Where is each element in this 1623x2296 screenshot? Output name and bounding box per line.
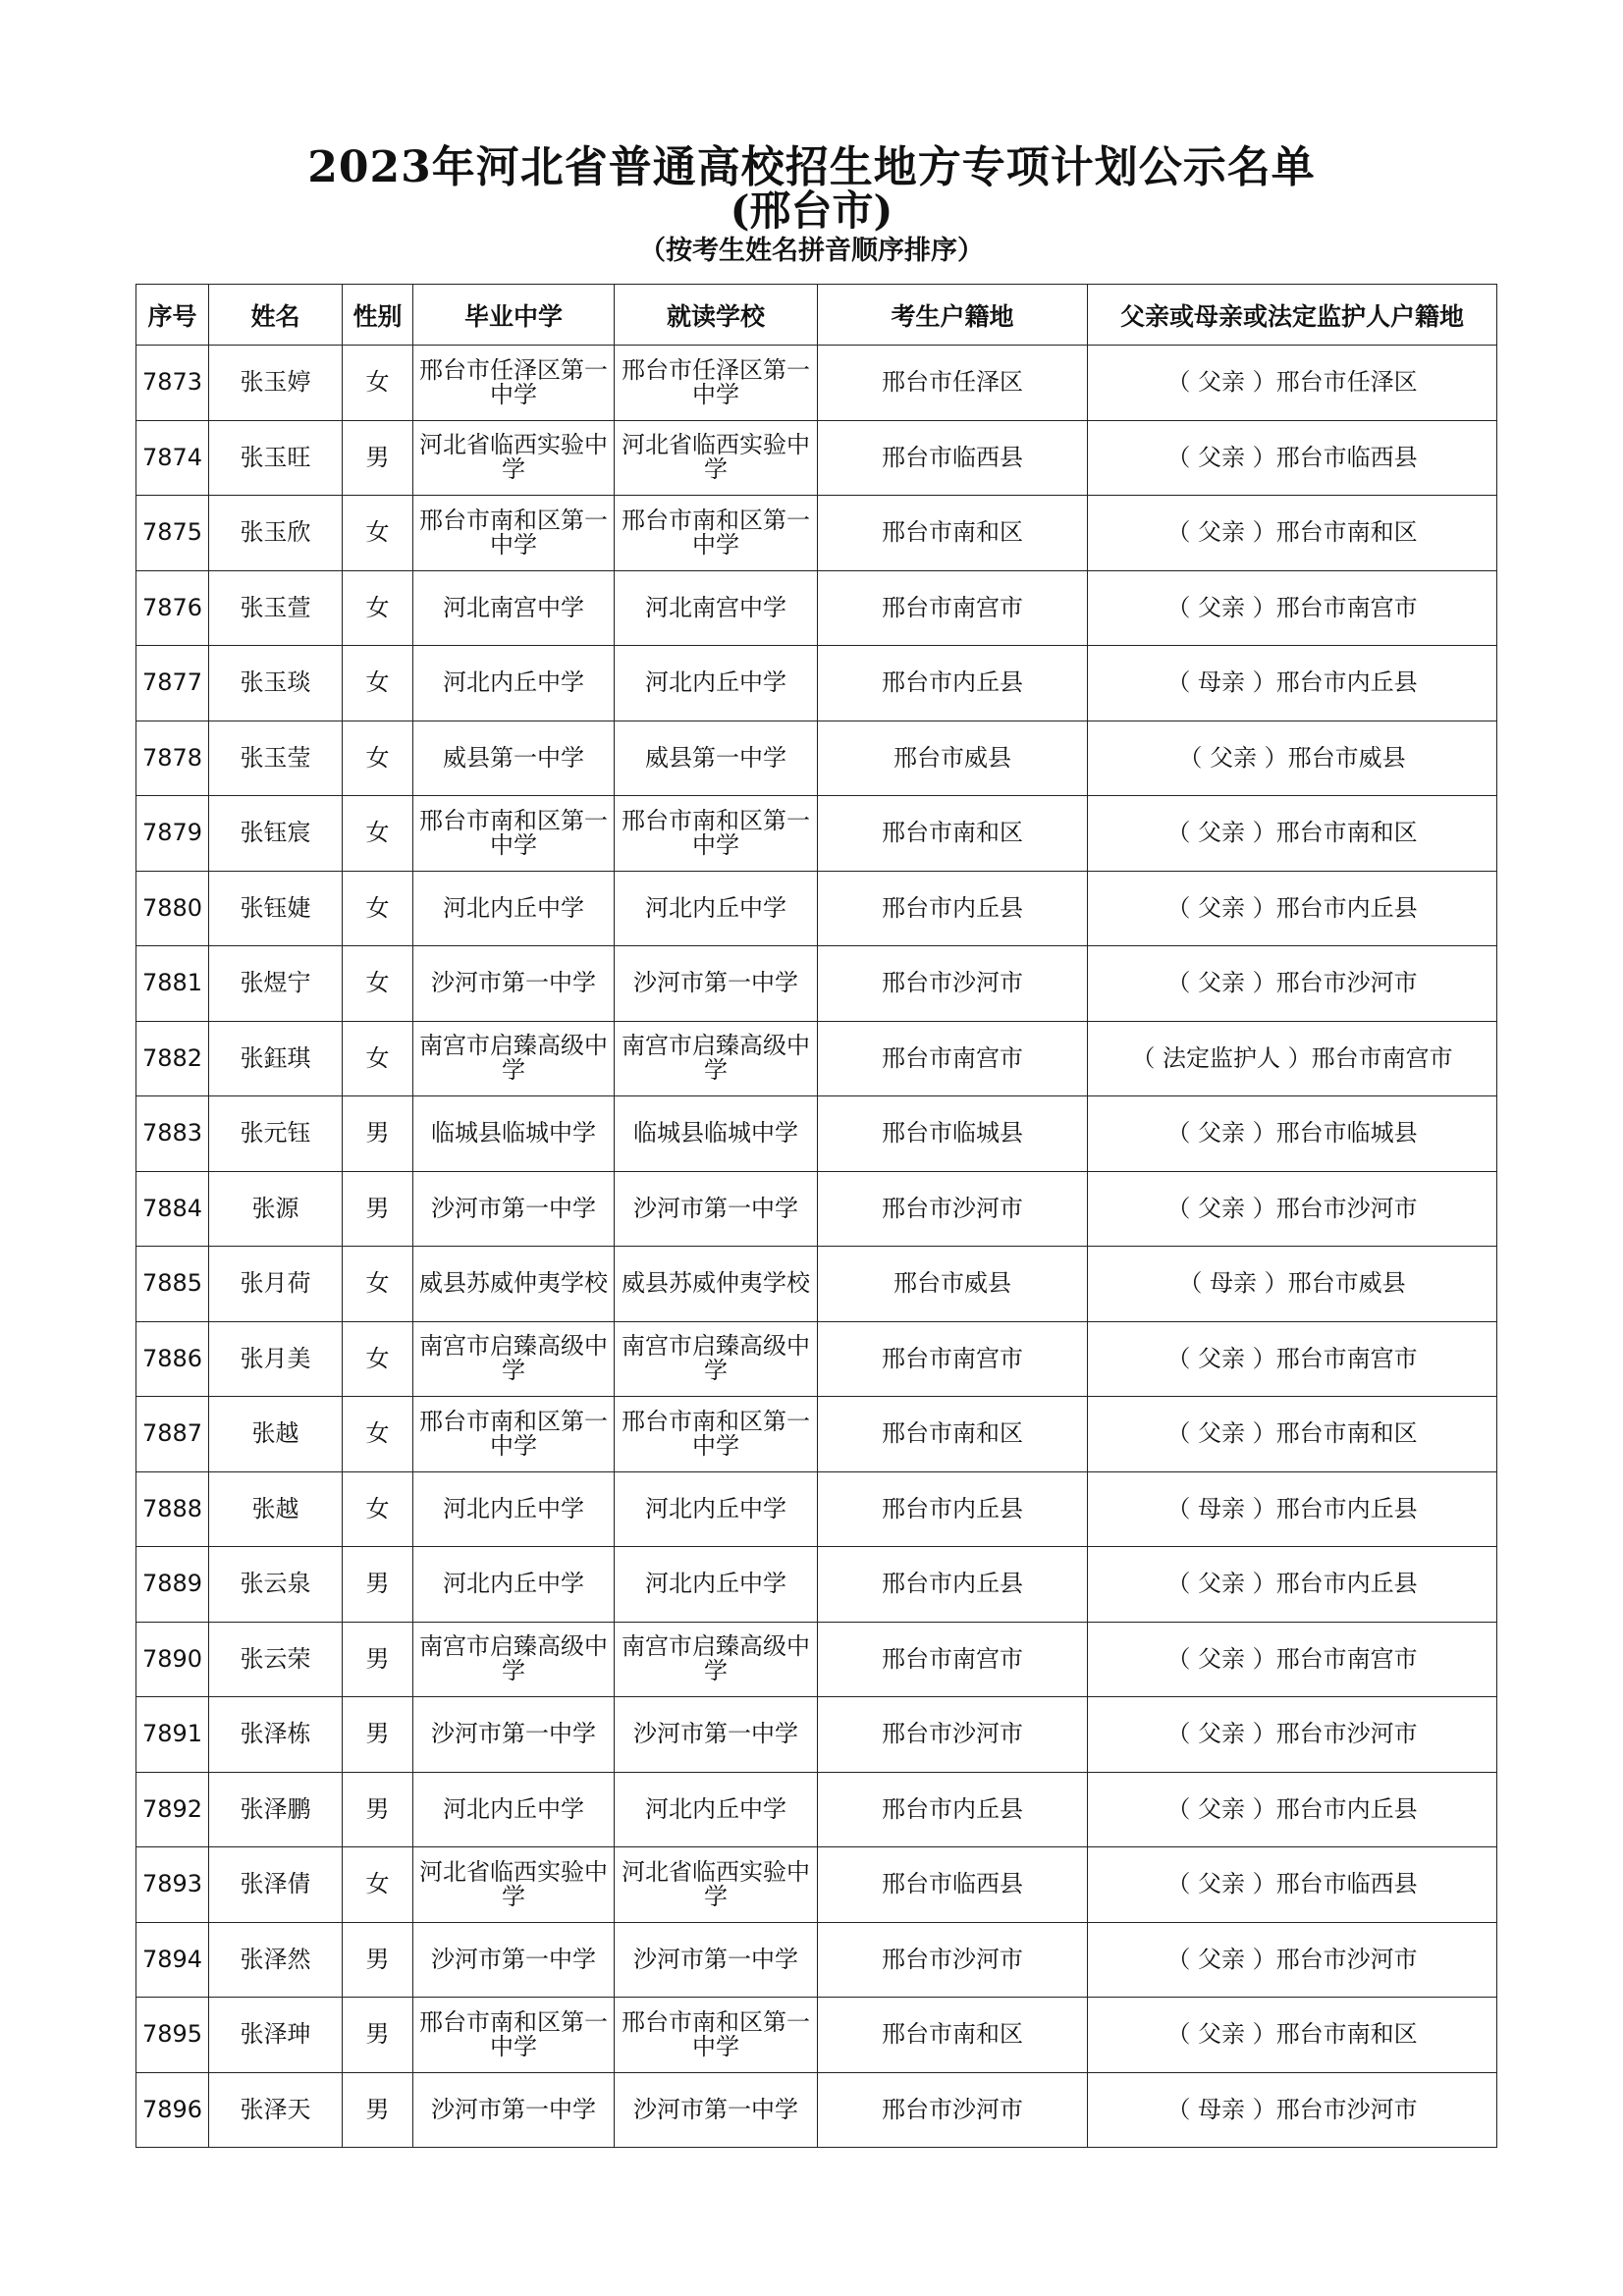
cell-residence: 邢台市内丘县 — [818, 1547, 1088, 1623]
cell-current-school: 河北内丘中学 — [615, 871, 818, 946]
header-grad-school: 毕业中学 — [413, 285, 615, 346]
cell-guardian-residence: （ 父亲 ）邢台市威县 — [1088, 721, 1497, 796]
cell-current-school: 沙河市第一中学 — [615, 1922, 818, 1998]
cell-residence: 邢台市沙河市 — [818, 1922, 1088, 1998]
cell-name: 张玉欣 — [209, 496, 343, 571]
cell-grad-school: 河北内丘中学 — [413, 1547, 615, 1623]
cell-grad-school: 南宫市启臻高级中学 — [413, 1321, 615, 1397]
cell-guardian-residence: （ 父亲 ）邢台市南宫市 — [1088, 570, 1497, 646]
cell-name: 张玉旺 — [209, 420, 343, 496]
table-row — [136, 2072, 1497, 2148]
cell-residence: 邢台市沙河市 — [818, 1697, 1088, 1773]
cell-residence: 邢台市临西县 — [818, 420, 1088, 496]
cell-residence: 邢台市任泽区 — [818, 346, 1088, 421]
table-row — [136, 721, 1497, 796]
cell-name: 张泽栋 — [209, 1697, 343, 1773]
header-gender: 性别 — [343, 285, 413, 346]
cell-name: 张云荣 — [209, 1622, 343, 1697]
cell-residence: 邢台市沙河市 — [818, 2072, 1088, 2148]
roster-table — [135, 284, 1497, 2148]
cell-seq: 7889 — [136, 1547, 209, 1623]
cell-gender: 男 — [343, 1772, 413, 1847]
cell-gender: 女 — [343, 1321, 413, 1397]
cell-gender: 女 — [343, 946, 413, 1022]
table-row — [136, 1397, 1497, 1472]
cell-seq: 7896 — [136, 2072, 209, 2148]
cell-gender: 女 — [343, 1021, 413, 1096]
cell-name: 张越 — [209, 1397, 343, 1472]
cell-gender: 男 — [343, 1096, 413, 1172]
table-row — [136, 1622, 1497, 1697]
cell-current-school: 河北内丘中学 — [615, 1772, 818, 1847]
cell-grad-school: 临城县临城中学 — [413, 1096, 615, 1172]
cell-guardian-residence: （ 父亲 ）邢台市南宫市 — [1088, 1321, 1497, 1397]
cell-name: 张钰婕 — [209, 871, 343, 946]
cell-seq: 7876 — [136, 570, 209, 646]
cell-guardian-residence: （ 父亲 ）邢台市沙河市 — [1088, 946, 1497, 1022]
cell-grad-school: 河北内丘中学 — [413, 646, 615, 721]
cell-residence: 邢台市南和区 — [818, 1397, 1088, 1472]
cell-current-school: 沙河市第一中学 — [615, 1171, 818, 1247]
table-row — [136, 496, 1497, 571]
cell-gender: 女 — [343, 871, 413, 946]
table-row — [136, 1772, 1497, 1847]
cell-seq: 7873 — [136, 346, 209, 421]
table-row — [136, 646, 1497, 721]
cell-residence: 邢台市南和区 — [818, 796, 1088, 872]
cell-name: 张玉萱 — [209, 570, 343, 646]
cell-seq: 7892 — [136, 1772, 209, 1847]
table-row — [136, 1321, 1497, 1397]
cell-seq: 7881 — [136, 946, 209, 1022]
cell-current-school: 南宫市启臻高级中学 — [615, 1622, 818, 1697]
table-row — [136, 1697, 1497, 1773]
cell-current-school: 河北内丘中学 — [615, 1547, 818, 1623]
header-name: 姓名 — [209, 285, 343, 346]
document-subtitle: (邢台市) — [730, 187, 893, 235]
roster-body — [136, 346, 1497, 2148]
cell-current-school: 沙河市第一中学 — [615, 946, 818, 1022]
cell-gender: 女 — [343, 1247, 413, 1322]
cell-name: 张月美 — [209, 1321, 343, 1397]
cell-gender: 女 — [343, 721, 413, 796]
cell-gender: 女 — [343, 1471, 413, 1547]
cell-grad-school: 南宫市启臻高级中学 — [413, 1622, 615, 1697]
cell-current-school: 邢台市南和区第一中学 — [615, 1397, 818, 1472]
cell-current-school: 河北省临西实验中学 — [615, 420, 818, 496]
header-guardian-residence: 父亲或母亲或法定监护人户籍地 — [1088, 285, 1497, 346]
cell-gender: 女 — [343, 346, 413, 421]
cell-residence: 邢台市临西县 — [818, 1847, 1088, 1923]
cell-guardian-residence: （ 父亲 ）邢台市临城县 — [1088, 1096, 1497, 1172]
cell-current-school: 临城县临城中学 — [615, 1096, 818, 1172]
cell-name: 张云泉 — [209, 1547, 343, 1623]
cell-name: 张煜宁 — [209, 946, 343, 1022]
cell-guardian-residence: （ 母亲 ）邢台市威县 — [1088, 1247, 1497, 1322]
cell-grad-school: 沙河市第一中学 — [413, 1922, 615, 1998]
table-row — [136, 871, 1497, 946]
table-row — [136, 420, 1497, 496]
cell-name: 张玉婷 — [209, 346, 343, 421]
cell-seq: 7888 — [136, 1471, 209, 1547]
cell-guardian-residence: （ 父亲 ）邢台市南和区 — [1088, 1998, 1497, 2073]
cell-residence: 邢台市南和区 — [818, 1998, 1088, 2073]
cell-seq: 7893 — [136, 1847, 209, 1923]
cell-gender: 女 — [343, 1397, 413, 1472]
cell-gender: 男 — [343, 2072, 413, 2148]
cell-guardian-residence: （ 父亲 ）邢台市内丘县 — [1088, 871, 1497, 946]
cell-guardian-residence: （ 父亲 ）邢台市沙河市 — [1088, 1171, 1497, 1247]
cell-grad-school: 沙河市第一中学 — [413, 1171, 615, 1247]
cell-guardian-residence: （ 父亲 ）邢台市任泽区 — [1088, 346, 1497, 421]
cell-grad-school: 河北内丘中学 — [413, 1772, 615, 1847]
cell-grad-school: 河北省临西实验中学 — [413, 1847, 615, 1923]
cell-gender: 男 — [343, 1998, 413, 2073]
cell-gender: 男 — [343, 1622, 413, 1697]
cell-residence: 邢台市临城县 — [818, 1096, 1088, 1172]
cell-residence: 邢台市内丘县 — [818, 1772, 1088, 1847]
cell-residence: 邢台市内丘县 — [818, 646, 1088, 721]
table-row — [136, 1247, 1497, 1322]
cell-seq: 7879 — [136, 796, 209, 872]
cell-grad-school: 邢台市南和区第一中学 — [413, 496, 615, 571]
cell-grad-school: 威县第一中学 — [413, 721, 615, 796]
cell-grad-school: 沙河市第一中学 — [413, 1697, 615, 1773]
cell-grad-school: 沙河市第一中学 — [413, 946, 615, 1022]
table-row — [136, 796, 1497, 872]
table-row — [136, 1922, 1497, 1998]
cell-current-school: 沙河市第一中学 — [615, 1697, 818, 1773]
cell-current-school: 河北南宫中学 — [615, 570, 818, 646]
cell-current-school: 邢台市任泽区第一中学 — [615, 346, 818, 421]
cell-seq: 7874 — [136, 420, 209, 496]
cell-grad-school: 威县苏威仲夷学校 — [413, 1247, 615, 1322]
cell-guardian-residence: （ 母亲 ）邢台市沙河市 — [1088, 2072, 1497, 2148]
cell-grad-school: 沙河市第一中学 — [413, 2072, 615, 2148]
cell-residence: 邢台市南宫市 — [818, 570, 1088, 646]
cell-seq: 7880 — [136, 871, 209, 946]
cell-gender: 男 — [343, 1697, 413, 1773]
table-row — [136, 1096, 1497, 1172]
cell-guardian-residence: （ 父亲 ）邢台市内丘县 — [1088, 1547, 1497, 1623]
cell-gender: 男 — [343, 1547, 413, 1623]
cell-current-school: 威县苏威仲夷学校 — [615, 1247, 818, 1322]
cell-name: 张泽珅 — [209, 1998, 343, 2073]
cell-guardian-residence: （ 父亲 ）邢台市沙河市 — [1088, 1697, 1497, 1773]
cell-seq: 7875 — [136, 496, 209, 571]
cell-residence: 邢台市南宫市 — [818, 1321, 1088, 1397]
cell-residence: 邢台市南宫市 — [818, 1622, 1088, 1697]
table-row — [136, 1847, 1497, 1923]
cell-gender: 女 — [343, 1847, 413, 1923]
cell-current-school: 河北省临西实验中学 — [615, 1847, 818, 1923]
cell-name: 张元钰 — [209, 1096, 343, 1172]
cell-seq: 7890 — [136, 1622, 209, 1697]
cell-current-school: 河北内丘中学 — [615, 646, 818, 721]
cell-current-school: 沙河市第一中学 — [615, 2072, 818, 2148]
cell-grad-school: 河北南宫中学 — [413, 570, 615, 646]
cell-guardian-residence: （ 父亲 ）邢台市南宫市 — [1088, 1622, 1497, 1697]
cell-guardian-residence: （ 父亲 ）邢台市临西县 — [1088, 1847, 1497, 1923]
cell-grad-school: 河北内丘中学 — [413, 1471, 615, 1547]
cell-name: 张月荷 — [209, 1247, 343, 1322]
cell-guardian-residence: （ 父亲 ）邢台市沙河市 — [1088, 1922, 1497, 1998]
table-row — [136, 570, 1497, 646]
cell-current-school: 威县第一中学 — [615, 721, 818, 796]
cell-guardian-residence: （ 母亲 ）邢台市内丘县 — [1088, 1471, 1497, 1547]
cell-residence: 邢台市沙河市 — [818, 1171, 1088, 1247]
cell-gender: 女 — [343, 646, 413, 721]
cell-seq: 7894 — [136, 1922, 209, 1998]
cell-gender: 女 — [343, 496, 413, 571]
cell-current-school: 南宫市启臻高级中学 — [615, 1021, 818, 1096]
cell-name: 张泽倩 — [209, 1847, 343, 1923]
cell-grad-school: 邢台市南和区第一中学 — [413, 1397, 615, 1472]
cell-grad-school: 河北省临西实验中学 — [413, 420, 615, 496]
cell-guardian-residence: （ 父亲 ）邢台市南和区 — [1088, 1397, 1497, 1472]
cell-gender: 男 — [343, 1171, 413, 1247]
cell-residence: 邢台市威县 — [818, 1247, 1088, 1322]
cell-grad-school: 南宫市启臻高级中学 — [413, 1021, 615, 1096]
cell-current-school: 邢台市南和区第一中学 — [615, 1998, 818, 2073]
cell-guardian-residence: （ 父亲 ）邢台市临西县 — [1088, 420, 1497, 496]
cell-seq: 7885 — [136, 1247, 209, 1322]
cell-residence: 邢台市威县 — [818, 721, 1088, 796]
cell-seq: 7891 — [136, 1697, 209, 1773]
cell-seq: 7884 — [136, 1171, 209, 1247]
table-row — [136, 1471, 1497, 1547]
table-row — [136, 1547, 1497, 1623]
table-row — [136, 1171, 1497, 1247]
cell-seq: 7877 — [136, 646, 209, 721]
cell-current-school: 河北内丘中学 — [615, 1471, 818, 1547]
header-seq: 序号 — [136, 285, 209, 346]
table-row — [136, 946, 1497, 1022]
cell-name: 张泽鹏 — [209, 1772, 343, 1847]
cell-gender: 女 — [343, 796, 413, 872]
cell-residence: 邢台市沙河市 — [818, 946, 1088, 1022]
cell-seq: 7883 — [136, 1096, 209, 1172]
cell-seq: 7895 — [136, 1998, 209, 2073]
cell-current-school: 邢台市南和区第一中学 — [615, 796, 818, 872]
cell-name: 张玉莹 — [209, 721, 343, 796]
cell-residence: 邢台市南和区 — [818, 496, 1088, 571]
cell-seq: 7886 — [136, 1321, 209, 1397]
cell-seq: 7882 — [136, 1021, 209, 1096]
cell-name: 张玉琰 — [209, 646, 343, 721]
cell-gender: 女 — [343, 570, 413, 646]
header-row — [136, 285, 1497, 346]
cell-name: 张钰宸 — [209, 796, 343, 872]
cell-guardian-residence: （ 父亲 ）邢台市南和区 — [1088, 496, 1497, 571]
cell-guardian-residence: （ 父亲 ）邢台市内丘县 — [1088, 1772, 1497, 1847]
cell-residence: 邢台市内丘县 — [818, 871, 1088, 946]
cell-guardian-residence: （ 父亲 ）邢台市南和区 — [1088, 796, 1497, 872]
table-row — [136, 1998, 1497, 2073]
sort-note: （按考生姓名拼音顺序排序） — [639, 236, 984, 266]
cell-current-school: 邢台市南和区第一中学 — [615, 496, 818, 571]
cell-name: 张源 — [209, 1171, 343, 1247]
cell-guardian-residence: （ 法定监护人 ）邢台市南宫市 — [1088, 1021, 1497, 1096]
cell-grad-school: 邢台市南和区第一中学 — [413, 796, 615, 872]
cell-name: 张鈺琪 — [209, 1021, 343, 1096]
header-current-school: 就读学校 — [615, 285, 818, 346]
cell-gender: 男 — [343, 1922, 413, 1998]
cell-gender: 男 — [343, 420, 413, 496]
document-title: 2023年河北省普通高校招生地方专项计划公示名单 — [307, 142, 1316, 192]
cell-guardian-residence: （ 母亲 ）邢台市内丘县 — [1088, 646, 1497, 721]
cell-seq: 7887 — [136, 1397, 209, 1472]
header-residence: 考生户籍地 — [818, 285, 1088, 346]
cell-grad-school: 河北内丘中学 — [413, 871, 615, 946]
table-row — [136, 346, 1497, 421]
cell-name: 张泽天 — [209, 2072, 343, 2148]
cell-residence: 邢台市南宫市 — [818, 1021, 1088, 1096]
cell-name: 张越 — [209, 1471, 343, 1547]
table-row — [136, 1021, 1497, 1096]
cell-grad-school: 邢台市任泽区第一中学 — [413, 346, 615, 421]
cell-grad-school: 邢台市南和区第一中学 — [413, 1998, 615, 2073]
cell-seq: 7878 — [136, 721, 209, 796]
cell-current-school: 南宫市启臻高级中学 — [615, 1321, 818, 1397]
cell-residence: 邢台市内丘县 — [818, 1471, 1088, 1547]
cell-name: 张泽然 — [209, 1922, 343, 1998]
